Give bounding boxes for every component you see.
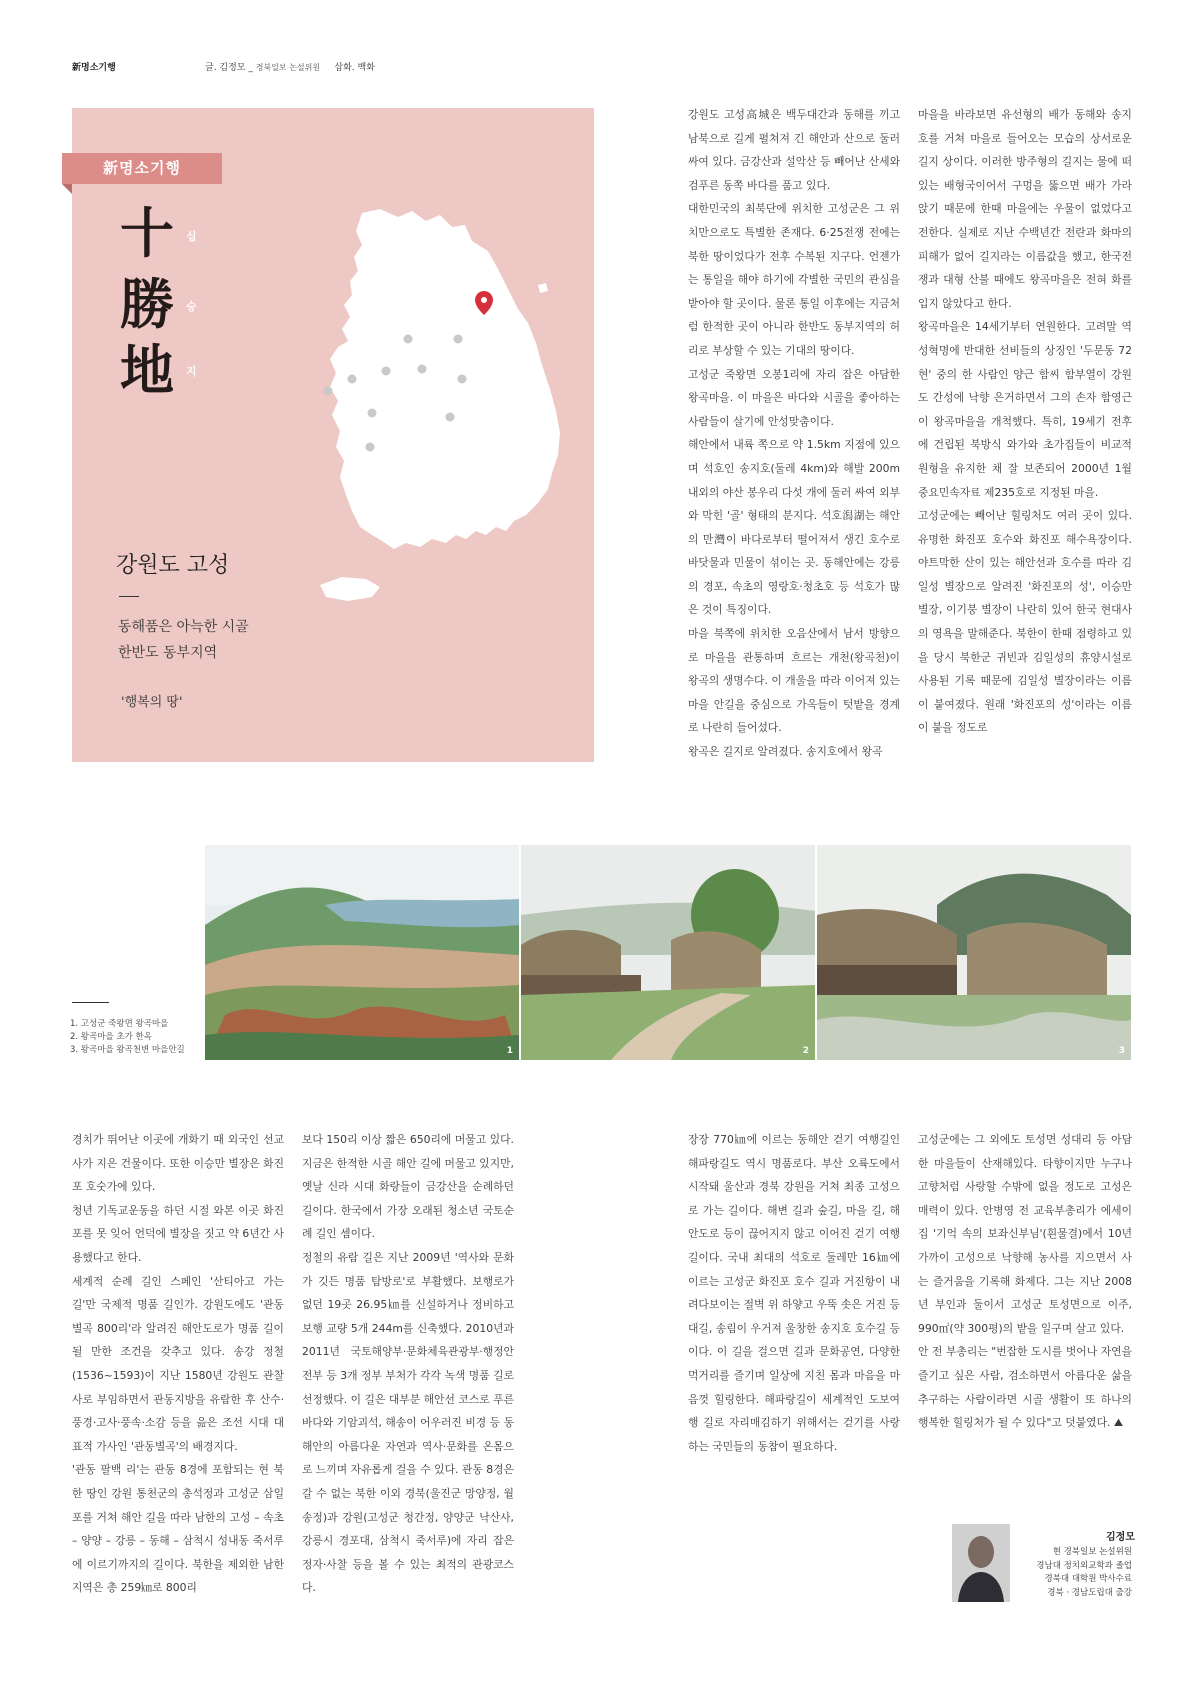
article-col-2 bbox=[918, 103, 1132, 740]
author-photo bbox=[952, 1524, 1010, 1602]
paragraph: 왕곡마을은 14세기부터 연원한다. 고려말 역성혁명에 반대한 선비들의 상징인 '두문동 72현' 중의 한 사람인 양근 함씨 함부열이 강원도 간성에 낙향 은거하면서 그의 손자 함영근이 왕곡마을을 개척했다. 특히, 19세기 전후에 건립된 북방식 와가와 초가집들이 비교적 원형을 유지한 채 잘 보존되어 2000년 1월 중요민속자료 제235호로 지정된 마을. bbox=[918, 320, 1132, 499]
article-col-1 bbox=[688, 103, 900, 764]
place-divider bbox=[119, 596, 139, 597]
painting-3 bbox=[817, 845, 1131, 1060]
ribbon-fold bbox=[62, 184, 72, 194]
place-desc-1: 동해품은 아늑한 시골 bbox=[118, 619, 249, 635]
painting-1 bbox=[205, 845, 519, 1060]
byline-author: 글. 김정모 _ bbox=[205, 63, 253, 73]
place-desc-2: 한반도 동부지역 bbox=[118, 645, 218, 661]
byline bbox=[205, 60, 375, 73]
painting-number: 1 bbox=[506, 1046, 513, 1056]
paragraph: 고성군 죽왕면 오봉1리에 자리 잡은 아담한 왕곡마을. 이 마을은 바다와 시골을 좋아하는 사람들이 살기에 안성맞춤이다. bbox=[688, 367, 900, 428]
series-ribbon: 新명소기행 bbox=[62, 153, 222, 184]
byline-role: 경북일보 논설위원 bbox=[255, 63, 321, 72]
paragraph: 마을을 바라보면 유선형의 배가 동해와 송지호를 거쳐 마을로 들어오는 모습의 상서로운 길지 상이다. 이러한 방주형의 길지는 물에 떠 있는 배형국이어서 구멍을 뚫으면 배가 가라앉기 때문에 한때 마을에는 우물이 없었다고 전한다. 실제로 지난 수백년간 전란과 화마의 피해가 없어 길지라는 이름값을 했고, 한국전쟁과 대형 산불 때에도 왕곡마을은 전혀 화를 입지 않았다고 한다. bbox=[918, 108, 1132, 310]
article-col-5 bbox=[688, 1128, 900, 1458]
painting-caption bbox=[70, 1018, 185, 1057]
paragraph: 청년 기독교운동을 하던 시절 와본 이곳 화진포를 못 잊어 언덕에 별장을 짓고 약 6년간 사용했다고 한다. bbox=[72, 1203, 284, 1264]
author-bio bbox=[1036, 1546, 1132, 1600]
author-name: 김정모 bbox=[1106, 1532, 1135, 1543]
article-col-6 bbox=[918, 1128, 1132, 1435]
caption-line: 2. 왕곡마을 초가 한옥 bbox=[70, 1032, 152, 1042]
author-bio-line: 경남대 정치외교학과 졸업 bbox=[1036, 1560, 1132, 1571]
title-hanja-3: 地 bbox=[120, 338, 174, 402]
author-bio-line: 현 경북일보 논설위원 bbox=[1052, 1547, 1132, 1557]
ulleung-island bbox=[538, 283, 548, 293]
title-ruby-2: 승 bbox=[186, 300, 197, 313]
place-name: 강원도 고성 bbox=[116, 553, 230, 578]
article-col-4 bbox=[302, 1128, 514, 1600]
paragraph: 왕곡은 길지로 알려졌다. 송지호에서 왕곡 bbox=[688, 745, 883, 759]
paragraph: 정철의 유람 길은 지난 2009년 '역사와 문화가 깃든 명품 탐방로'로 부활했다. 보행로가 없던 19곳 26.95㎞를 신설하거나 정비하고 보행 교량 5개 244m를 신축했다. 2010년과 2011년 국토해양부·문화체육관광부·행정안전부 등 3개 정부 부처가 각각 녹색 명품 길로 선정했다. 이 길은 대부분 해안선 코스로 푸른 바다와 기암괴석, 해송이 어우러진 비경 등 동해안의 아름다운 자연과 역사·문화를 온몸으로 느끼며 자유롭게 걸을 수 있다. 관동 8경은 갈 수 없는 북한 이외 경북(울진군 망양정, 월송정)과 강원(고성군 청간정, 양양군 낙산사, 강릉시 경포대, 삼척시 죽서루)에 자리 잡은 정자·사찰 등을 볼 수 있는 최적의 관광코스다. bbox=[302, 1250, 514, 1595]
jeju-island bbox=[320, 577, 380, 601]
painting-2 bbox=[521, 845, 815, 1060]
author-bio-line: 경북대 대학원 박사수료 bbox=[1044, 1574, 1132, 1584]
korea-mainland bbox=[330, 209, 560, 549]
author-bio-line: 경북 · 경남도립대 출강 bbox=[1047, 1587, 1132, 1598]
paragraph: 대한민국의 최북단에 위치한 고성군은 그 위치만으로도 특별한 존재다. 6·25전쟁 전에는 북한 땅이었다가 전후 수복된 지구다. 언젠가는 통일을 해야 하기에 각별한 국민의 관심을 받아야 할 곳이다. 물론 통일 이후에는 지금처럼 한적한 곳이 아니라 한반도 동부지역의 허리로 부상할 수 있는 기대의 땅이다. bbox=[688, 202, 900, 357]
korea-map bbox=[300, 205, 580, 625]
paragraph: '관동 팔백 리'는 관동 8경에 포함되는 현 북한 땅인 강원 통천군의 총석정과 고성군 삼일포를 거쳐 해안 길을 따라 남한의 고성 – 속초 – 양양 – 강릉 – 동해 – 삼척시 성내동 죽서루에 이르기까지의 길이다. 북한을 제외한 남한 지역은 총 259㎞로 800리 bbox=[72, 1463, 284, 1595]
caption-line: 1. 고성군 죽왕면 왕곡마을 bbox=[70, 1019, 169, 1029]
painting-number: 2 bbox=[802, 1046, 809, 1056]
title-ruby-3: 지 bbox=[186, 365, 197, 378]
paragraph: 세계적 순례 길인 스페인 '산티아고 가는 길'만 국제적 명품 길인가. 강원도에도 '관동별곡 800리'라 알려진 해안도로가 명품 길이 될 만한 조건을 갖추고 있다. 송강 정철(1536~1593)이 지난 1580년 강원도 관찰사로 부임하면서 관동지방을 유람한 후 산수·풍경·고사·풍속·소감 등을 읊은 조선 시대 대표적 가사인 '관동별곡'의 배경지다. bbox=[72, 1274, 284, 1453]
article-col-3 bbox=[72, 1128, 284, 1600]
place-quote: '행복의 땅' bbox=[121, 695, 183, 710]
paragraph: 마을 북쪽에 위치한 오음산에서 남서 방향으로 마을을 관통하며 흐르는 개천(왕곡천)이 왕곡의 생명수다. 이 개울을 따라 이어져 있는 마을 안길을 중심으로 가옥들이 텃밭을 경계로 나란히 들어섰다. bbox=[688, 627, 900, 735]
title-hanja-1: 十 bbox=[120, 201, 174, 265]
paragraph: 장장 770㎞에 이르는 동해안 걷기 여행길인 해파랑길도 역시 명품로다. 부산 오륙도에서 시작돼 울산과 경북 강원을 거쳐 최종 고성으로 가는 길이다. 해변 길과 숲길, 마을 길, 해안도로 등이 끊어지지 않고 이어진 걷기 여행길이다. 국내 최대의 석호로 둘레만 16㎞에 이르는 고성군 화진포 호수 길과 거진항이 내려다보이는 절벽 위 하얗고 우뚝 솟은 거진 등대길, 송림이 우거져 울창한 송지호 호수길 등이다. 이 길을 걸으면 길과 문화공연, 다양한 먹거리를 즐기며 일상에 지친 몸과 마음을 마음껏 힐링한다. 해파랑길이 세계적인 도보여행 길로 자리매김하기 위해서는 걷기를 사랑하는 국민들의 동참이 필요하다. bbox=[688, 1133, 900, 1453]
paragraph: 고성군에는 빼어난 힐링처도 여러 곳이 있다. 유명한 화진포 호수와 화진포 해수욕장이다. 야트막한 산이 있는 해안선과 호수를 따라 김일성 별장으로 알려진 '화진포의 성', 이승만 별장, 이기붕 별장이 나란히 있어 한국 현대사의 영욕을 말해준다. 북한이 한때 점령하고 있을 당시 북한군 귀빈과 김일성의 휴양시설로 사용된 기록 때문에 김일성 별장이라는 이름이 붙여졌다. 원래 '화진포의 성'이라는 이름이 붙을 정도로 bbox=[918, 509, 1132, 735]
byline-illustrator: 삽화. 백화 bbox=[334, 63, 375, 73]
title-hanja-2: 勝 bbox=[120, 272, 174, 336]
paragraph: 안 전 부총리는 "번잡한 도시를 벗어나 자연을 즐기고 싶은 사람, 검소하면서 아름다운 삶을 추구하는 사람이라면 시골 생활이 또 하나의 행복한 힐링처가 될 수 있다"고 덧붙였다. ⛰ bbox=[918, 1345, 1132, 1430]
section-label: 新명소기행 bbox=[72, 63, 116, 73]
paragraph: 경치가 뛰어난 이곳에 개화기 때 외국인 선교사가 지은 건물이다. 또한 이승만 별장은 화진포 호숫가에 있다. bbox=[72, 1133, 284, 1194]
paragraph: 고성군에는 그 외에도 토성면 성대리 등 아담한 마을들이 산재해있다. 타향이지만 누구나 고향처럼 사랑할 수밖에 없을 정도로 고성은 매력이 있다. 안병영 전 교육부총리가 에세이집 '기억 속의 보좌신부님'(흰물결)에서 10년 가까이 고성으로 낙향해 농사를 지으면서 사는 즐거움을 기록해 화제다. 그는 지난 2008년 부인과 둘이서 고성군 토성면으로 이주, 990㎡(약 300평)의 밭을 일구며 살고 있다. bbox=[918, 1133, 1132, 1335]
title-ruby-1: 십 bbox=[186, 230, 197, 243]
painting-number: 3 bbox=[1118, 1046, 1125, 1056]
caption-line: 3. 왕곡마을 왕곡천변 마을안길 bbox=[70, 1045, 185, 1055]
caption-rule bbox=[72, 1002, 109, 1003]
paragraph: 보다 150리 이상 짧은 650리에 머물고 있다. 지금은 한적한 시골 해안 길에 머물고 있지만, 옛날 신라 시대 화랑들이 금강산을 순례하던 길이다. 한국에서 가장 오래된 청소년 국토순례 길인 셈이다. bbox=[302, 1133, 514, 1241]
paragraph: 해안에서 내륙 쪽으로 약 1.5km 지점에 있으며 석호인 송지호(둘레 4km)와 해발 200m 내외의 야산 봉우리 다섯 개에 둘러 싸여 외부와 막힌 '골' 형태의 분지다. 석호潟湖는 해안의 만灣이 바다로부터 떨어져서 생긴 호수로 바닷물과 민물이 섞이는 곳. 동해안에는 강릉의 경포, 속초의 영랑호·청초호 등 석호가 많은 것이 특징이다. bbox=[688, 438, 900, 617]
paragraph: 강원도 고성高城은 백두대간과 동해를 끼고 남북으로 길게 펼쳐져 긴 해안과 산으로 둘러싸여 있다. 금강산과 설악산 등 빼어난 산세와 검푸른 동쪽 바다를 품고 있다. bbox=[688, 108, 900, 192]
